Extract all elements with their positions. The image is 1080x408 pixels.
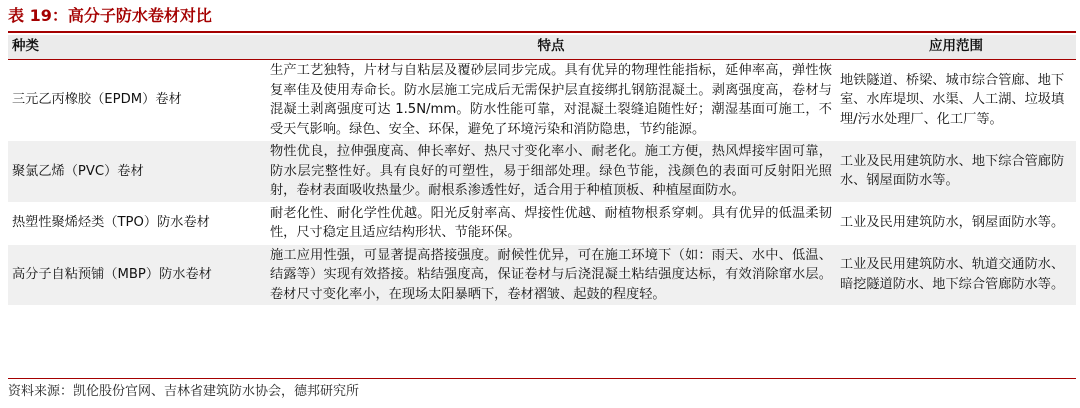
row-applications: 工业及民用建筑防水，钢屋面防水等。 (836, 202, 1076, 244)
row-type: 热塑性聚烯烃类（TPO）防水卷材 (8, 202, 266, 244)
table-row (8, 60, 1076, 141)
row-applications: 工业及民用建筑防水、地下综合管廊防水、钢屋面防水等。 (836, 141, 1076, 203)
row-type: 三元乙丙橡胶（EPDM）卷材 (8, 60, 266, 141)
row-features: 物性优良，拉伸强度高、伸长率好、热尺寸变化率小、耐老化。施工方便，热风焊接牢固可靠，防水层完整性好。具有良好的可塑性，易于细部处理。绿色节能，浅颜色的表面可反射阳光照射，卷材表面吸收热量少。耐根系渗透性好，适合用于种植顶板、种植屋面防水。 (266, 141, 836, 203)
row-applications: 地铁隧道、桥梁、城市综合管廊、地下室、水库堤坝、水渠、人工湖、垃圾填埋/污水处理厂、化工厂等。 (836, 60, 1076, 141)
table-row (8, 244, 1076, 305)
row-type: 高分子自粘预铺（MBP）防水卷材 (8, 244, 266, 305)
table-title: 表 19：高分子防水卷材对比 (8, 6, 212, 25)
row-features: 耐老化性、耐化学性优越。阳光反射率高、焊接性优越、耐植物根系穿刺。具有优异的低温柔韧性，尺寸稳定且适应结构形状、节能环保。 (266, 202, 836, 244)
source-note: 资料来源：凯伦股份官网、吉林省建筑防水协会，德邦研究所 (8, 384, 360, 399)
table-row (8, 202, 1076, 244)
table-header-row (8, 35, 1076, 60)
header-type: 种类 (8, 35, 266, 60)
row-applications: 工业及民用建筑防水、轨道交通防水、暗挖隧道防水、地下综合管廊防水等。 (836, 244, 1076, 305)
comparison-table (8, 35, 1076, 305)
title-divider (8, 31, 1076, 33)
header-applications: 应用范围 (836, 35, 1076, 60)
row-type: 聚氯乙烯（PVC）卷材 (8, 141, 266, 203)
header-features: 特点 (266, 35, 836, 60)
row-features: 施工应用性强，可显著提高搭接强度。耐候性优异，可在施工环境下（如：雨天、水中、低温、结露等）实现有效搭接。粘结强度高，保证卷材与后浇混凝土粘结强度达标，有效消除窜水层。卷材尺寸变化率小，在现场太阳暴晒下，卷材褶皱、起鼓的程度轻。 (266, 244, 836, 305)
row-features: 生产工艺独特，片材与自粘层及覆砂层同步完成。具有优异的物理性能指标，延伸率高，弹性恢复率佳及使用寿命长。防水层施工完成后无需保护层直接绑扎钢筋混凝土。剥离强度高，卷材与混凝土剥离强度可达 1.5N/mm。防水性能可靠，对混凝土裂缝追随性好；潮湿基面可施工，不受天气影响。绿色、安全、环保，避免了环境污染和消防隐患，节约能源。 (266, 60, 836, 141)
table-bottom-divider (8, 378, 1076, 379)
table-row (8, 141, 1076, 203)
